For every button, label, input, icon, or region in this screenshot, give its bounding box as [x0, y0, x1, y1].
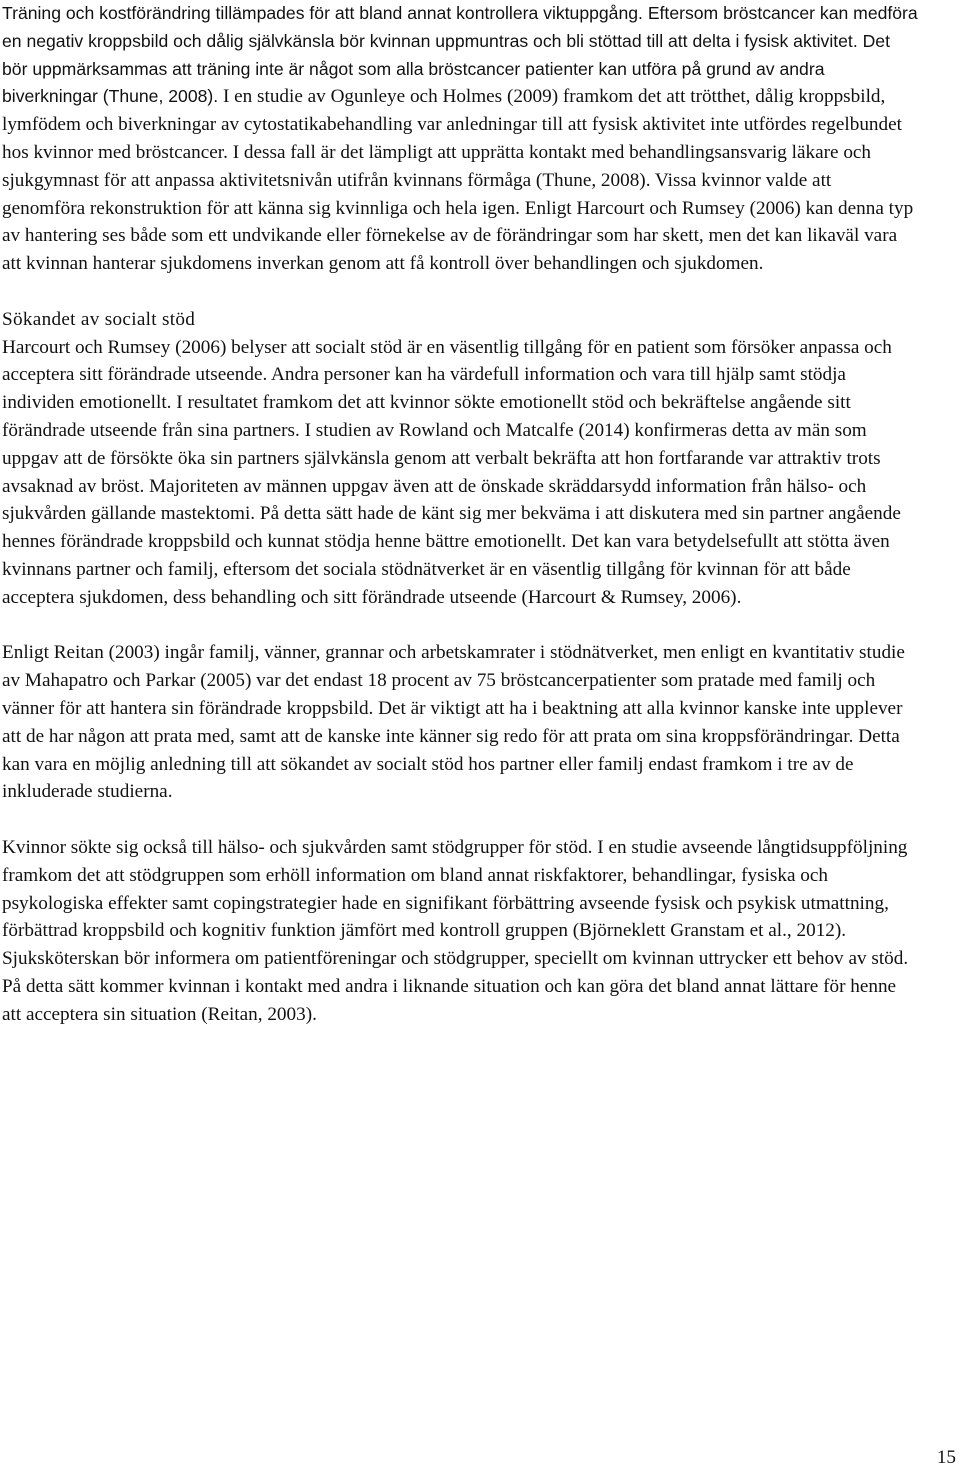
paragraph-support-network: Enligt Reitan (2003) ingår familj, vänner, grannar och arbetskamrater i stödnätverket, men enligt en kvantitativ studie av Mahapatro och Parkar (2005) var det endast 18 procent av 75 bröstcancerpatienter som pratade med familj och vänner för att hantera sin förändrade kroppsbild. Det är viktigt att ha i beaktning att alla kvinnor kanske inte upplever att de har någon att prata med, samt att de kanske inte känner sig redo för att prata om sina kroppsförändringar. Detta kan vara en möjlig anledning till att sökandet av socialt stöd hos partner eller familj endast framkom i tre av de inkluderade studierna.: [2, 642, 905, 803]
paragraph-support-groups: Kvinnor sökte sig också till hälso- och sjukvården samt stödgrupper för stöd. I en studie avseende långtidsuppföljning framkom det att stödgruppen som erhöll information om bland annat riskfaktorer, behandlingar, fysiska och psykologiska effekter samt copingstrategier hade en signifikant förbättring avseende fysisk och psykisk utmattning, förbättrad kroppsbild och kognitiv funktion jämfört med kontroll gruppen (Björneklett Granstam et al., 2012). Sjuksköterskan bör informera om patientföreningar och stödgrupper, speciellt om kvinnan uttrycker ett behov av stöd. På detta sätt kommer kvinnan i kontakt med andra i liknande situation och kan göra det bland annat lättare för henne att acceptera sin situation (Reitan, 2003).: [2, 836, 909, 1025]
section-heading: Sökandet av socialt stöd: [2, 308, 196, 330]
paragraph-training: [2, 0, 918, 278]
page-number: 15: [936, 1447, 956, 1468]
paragraph-training-sans-part: Träning och kostförändring tillämpades för att bland annat kontrollera viktuppgång. Eftersom bröstcancer kan medföra en negativ kroppsbild och dålig självkänsla bör kvinnan uppmuntras och bli stöttad till att delta i fysisk aktivitet. Det bör uppmärksammas att träning inte är något som alla bröstcancer patienter kan utföra på grund av andra biverkningar (Thune, 2008).: [2, 3, 918, 107]
paragraph-training-serif-part: I en studie av Ogunleye och Holmes (2009) framkom det att trötthet, dålig kroppsbild, lymfödem och biverkningar av cytostatikabehandling var anledningar till att fysisk aktivitet inte utfördes regelbundet hos kvinnor med bröstcancer. I dessa fall är det lämpligt att upprätta kontakt med behandlingsansvarig läkare och sjukgymnast för att anpassa aktivitetsnivån utifrån kvinnans förmåga (Thune, 2008). Vissa kvinnor valde att genomföra rekonstruktion för att känna sig kvinnliga och hela igen. Enligt Harcourt och Rumsey (2006) kan denna typ av hantering ses både som ett undvikande eller förnekelse av de förändringar som har skett, men det kan likaväl vara att kvinnan hanterar sjukdomens inverkan genom att få kontroll över behandlingen och sjukdomen.: [2, 86, 914, 275]
document-body: [2, 0, 918, 1028]
paragraph-social-support: Harcourt och Rumsey (2006) belyser att socialt stöd är en väsentlig tillgång för en patient som försöker anpassa och acceptera sitt förändrade utseende. Andra personer kan ha värdefull information och vara till hjälp samt stödja individen emotionellt. I resultatet framkom det att kvinnor sökte emotionellt stöd och bekräftelse angående sitt förändrade utseende från sina partners. I studien av Rowland och Matcalfe (2014) konfirmeras detta av män som uppgav att de försökte öka sin partners självkänsla genom att verbalt bekräfta att hon fortfarande var attraktiv trots avsaknad av bröst. Majoriteten av männen uppgav även att de önskade skräddarsydd information från hälso- och sjukvården gällande mastektomi. På detta sätt hade de känt sig mer bekväma i att diskutera med sin partner angående hennes förändrade kroppsbild och kunnat stödja henne bättre emotionellt. Det kan vara betydelsefullt att stötta även kvinnans partner och familj, eftersom det sociala stödnätverket är en väsentlig tillgång för kvinnan för att både acceptera sjukdomen, dess behandling och sitt förändrade utseende (Harcourt & Rumsey, 2006).: [2, 336, 901, 608]
